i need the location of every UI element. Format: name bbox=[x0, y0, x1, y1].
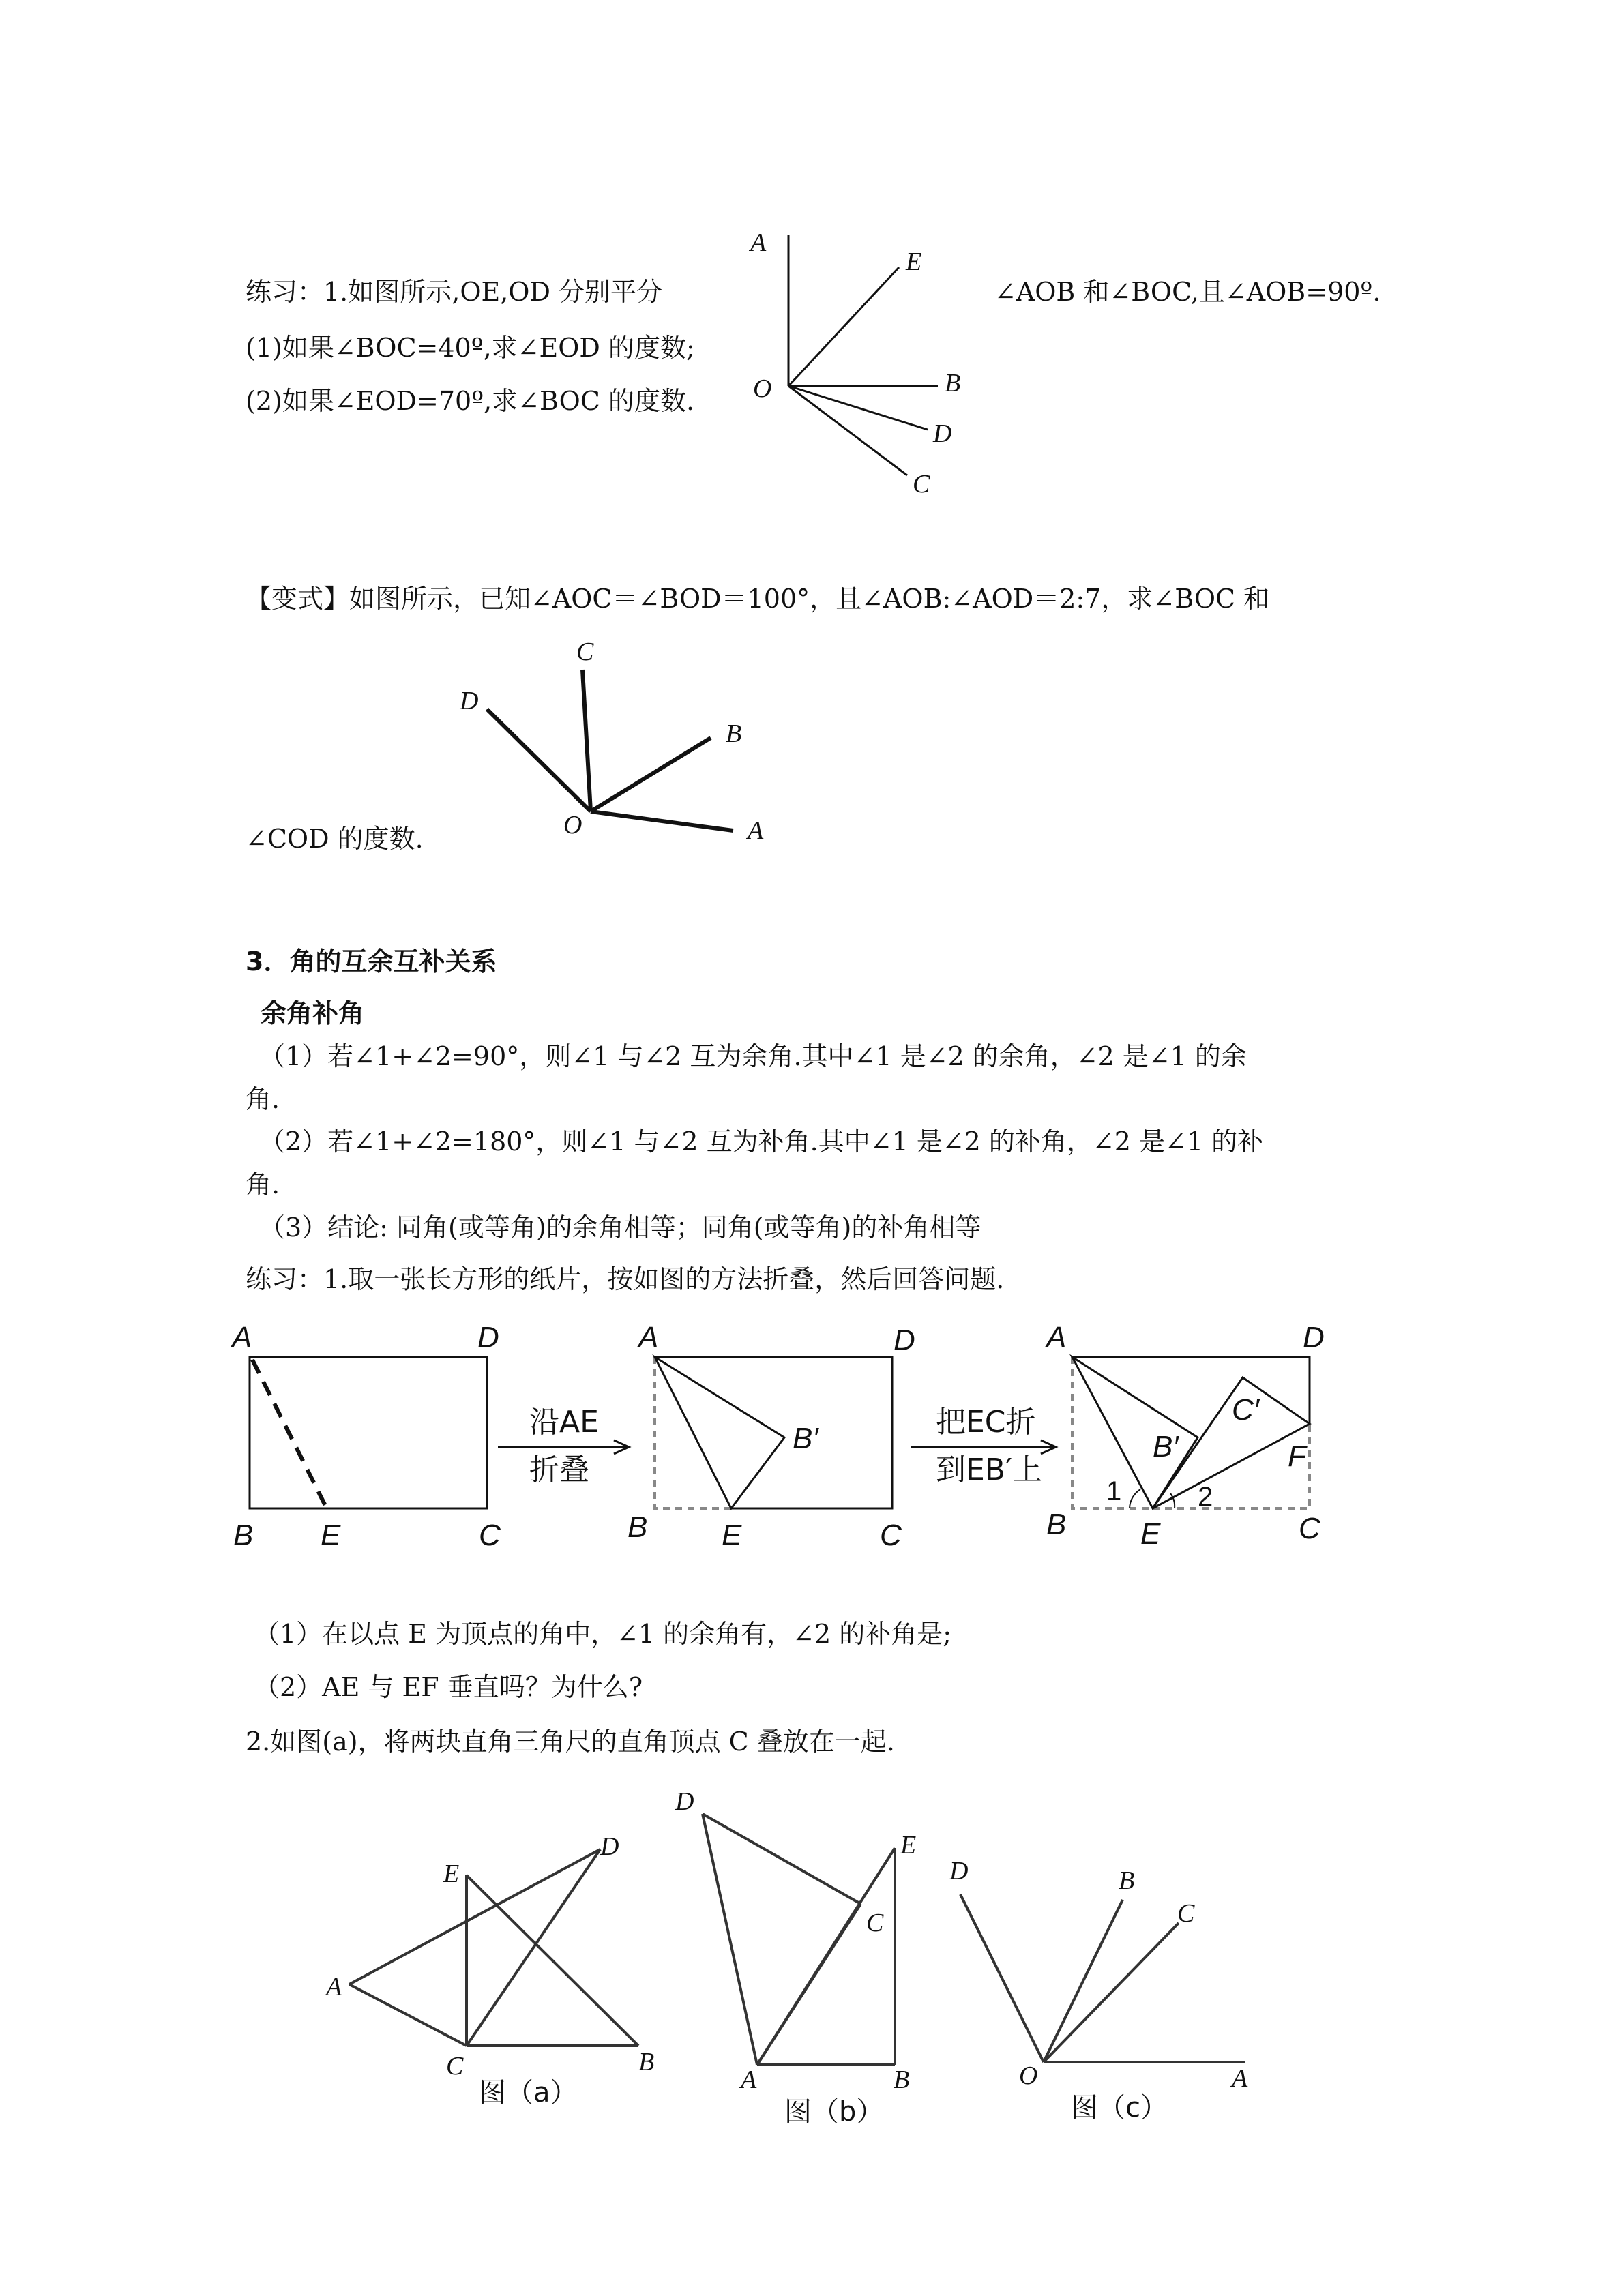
label-angle-2: 2 bbox=[1198, 1482, 1213, 1512]
section3-item3: （3）结论: 同角(或等角)的余角相等；同角(或等角)的补角相等 bbox=[259, 1212, 981, 1242]
triangle-figure-b bbox=[703, 1814, 895, 2065]
problem-2: 2.如图(a)，将两块直角三角尺的直角顶点 C 叠放在一起. bbox=[246, 1727, 895, 1757]
fig-b-label-D: D bbox=[675, 1787, 694, 1816]
label-O: O bbox=[753, 374, 772, 403]
label-E: E bbox=[321, 1519, 341, 1552]
label-E: E bbox=[906, 248, 922, 276]
segment-AE bbox=[757, 1848, 895, 2065]
label-D: D bbox=[1303, 1321, 1325, 1354]
variant-line2: ∠COD 的度数. bbox=[246, 824, 424, 854]
variant-line1: 【变式】如图所示，已知∠AOC＝∠BOD＝100°，且∠AOB:∠AOD＝2:7，求∠BOC 和 bbox=[246, 584, 1270, 614]
label-A: A bbox=[748, 816, 764, 845]
label-D: D bbox=[933, 419, 952, 448]
segment-EB bbox=[467, 1875, 638, 2046]
label-Cprime: C′ bbox=[1232, 1393, 1260, 1427]
fig-a-label-A: A bbox=[326, 1973, 342, 2001]
practice1-line1b: ∠AOB 和∠BOC,且∠AOB=90º. bbox=[994, 277, 1381, 307]
label-B: B bbox=[628, 1510, 648, 1544]
label-C: C bbox=[913, 470, 930, 498]
fig-b-label-C: C bbox=[866, 1909, 884, 1937]
section3-item1-cont: 角. bbox=[246, 1084, 280, 1114]
fig-c-label-B: B bbox=[1119, 1866, 1135, 1895]
angle-figure-c bbox=[960, 1894, 1245, 2062]
fig-b-label-E: E bbox=[900, 1831, 917, 1860]
label-B: B bbox=[1046, 1508, 1067, 1541]
label-D: D bbox=[894, 1324, 915, 1357]
label-D: D bbox=[477, 1321, 499, 1354]
label-Bprime: B′ bbox=[793, 1422, 818, 1455]
fig-a-label-D: D bbox=[600, 1832, 619, 1861]
section3-practice-intro: 练习：1.取一张长方形的纸片，按如图的方法折叠，然后回答问题. bbox=[246, 1264, 1005, 1294]
practice1-line1a: 练习：1.如图所示,OE,OD 分别平分 bbox=[246, 277, 663, 307]
label-A: A bbox=[750, 228, 767, 257]
arrow2-label-top: 把EC折 bbox=[936, 1405, 1036, 1440]
label-C: C bbox=[1299, 1512, 1320, 1545]
ray-OC bbox=[1044, 1923, 1179, 2062]
segment-AD bbox=[703, 1814, 757, 2065]
fig-b-label-A: A bbox=[741, 2066, 757, 2094]
label-A: A bbox=[638, 1321, 659, 1354]
fig-a-label-E: E bbox=[443, 1860, 460, 1888]
segment-CD bbox=[467, 1849, 600, 2046]
section3-item2: （2）若∠1+∠2=180°，则∠1 与∠2 互为补角.其中∠1 是∠2 的补角，∠2 是∠1 的补 bbox=[259, 1127, 1264, 1157]
triangle-figure-a bbox=[349, 1849, 638, 2046]
arrow1-label-bottom: 折叠 bbox=[529, 1452, 589, 1487]
segment-DC bbox=[703, 1814, 861, 1904]
section3-item1: （1）若∠1+∠2=90°，则∠1 与∠2 互为余角.其中∠1 是∠2 的余角，∠2 是∠1 的余 bbox=[259, 1041, 1247, 1071]
fig-b-caption: 图（b） bbox=[784, 2096, 884, 2128]
practice1-line2: (1)如果∠BOC=40º,求∠EOD 的度数; bbox=[246, 333, 695, 363]
segment-CA bbox=[349, 1984, 467, 2046]
section3-heading: 3．角的互余互补关系 bbox=[246, 946, 497, 976]
label-B: B bbox=[726, 719, 742, 748]
section3-subheading: 余角补角 bbox=[261, 998, 365, 1028]
arrow1-label-top: 沿AE bbox=[529, 1405, 599, 1440]
section3-item2-cont: 角. bbox=[246, 1169, 280, 1199]
fig-b-label-B: B bbox=[894, 2066, 910, 2094]
label-C: C bbox=[479, 1519, 501, 1552]
label-A: A bbox=[232, 1321, 252, 1354]
label-O: O bbox=[563, 811, 582, 839]
question-1: （1）在以点 E 为顶点的角中，∠1 的余角有，∠2 的补角是; bbox=[254, 1619, 952, 1649]
fig-a-label-C: C bbox=[446, 2052, 464, 2081]
label-angle-1: 1 bbox=[1106, 1476, 1122, 1506]
label-B: B bbox=[945, 369, 961, 398]
label-B: B bbox=[233, 1519, 254, 1552]
arrow2-label-bottom: 到EB′上 bbox=[936, 1452, 1042, 1487]
ray-OB bbox=[1044, 1900, 1123, 2062]
fig-a-label-B: B bbox=[638, 2048, 655, 2076]
fig-c-label-O: O bbox=[1019, 2061, 1038, 2090]
question-2: （2）AE 与 EF 垂直吗？为什么? bbox=[254, 1672, 643, 1702]
fig-a-caption: 图（a） bbox=[479, 2077, 578, 2108]
fig-c-label-A: A bbox=[1232, 2064, 1248, 2093]
label-C: C bbox=[576, 638, 594, 666]
segment-AD bbox=[349, 1849, 600, 1984]
fig-c-caption: 图（c） bbox=[1071, 2092, 1168, 2123]
label-D: D bbox=[460, 687, 479, 715]
label-Bprime: B′ bbox=[1153, 1430, 1179, 1463]
label-C: C bbox=[880, 1519, 902, 1552]
ray-OD bbox=[960, 1894, 1044, 2062]
fig-c-label-C: C bbox=[1177, 1899, 1195, 1928]
fig-c-label-D: D bbox=[949, 1857, 969, 1885]
label-E: E bbox=[722, 1519, 742, 1552]
label-E: E bbox=[1140, 1517, 1161, 1551]
label-A: A bbox=[1046, 1321, 1067, 1354]
practice1-line3: (2)如果∠EOD=70º,求∠BOC 的度数. bbox=[246, 386, 695, 416]
label-F: F bbox=[1288, 1440, 1306, 1473]
